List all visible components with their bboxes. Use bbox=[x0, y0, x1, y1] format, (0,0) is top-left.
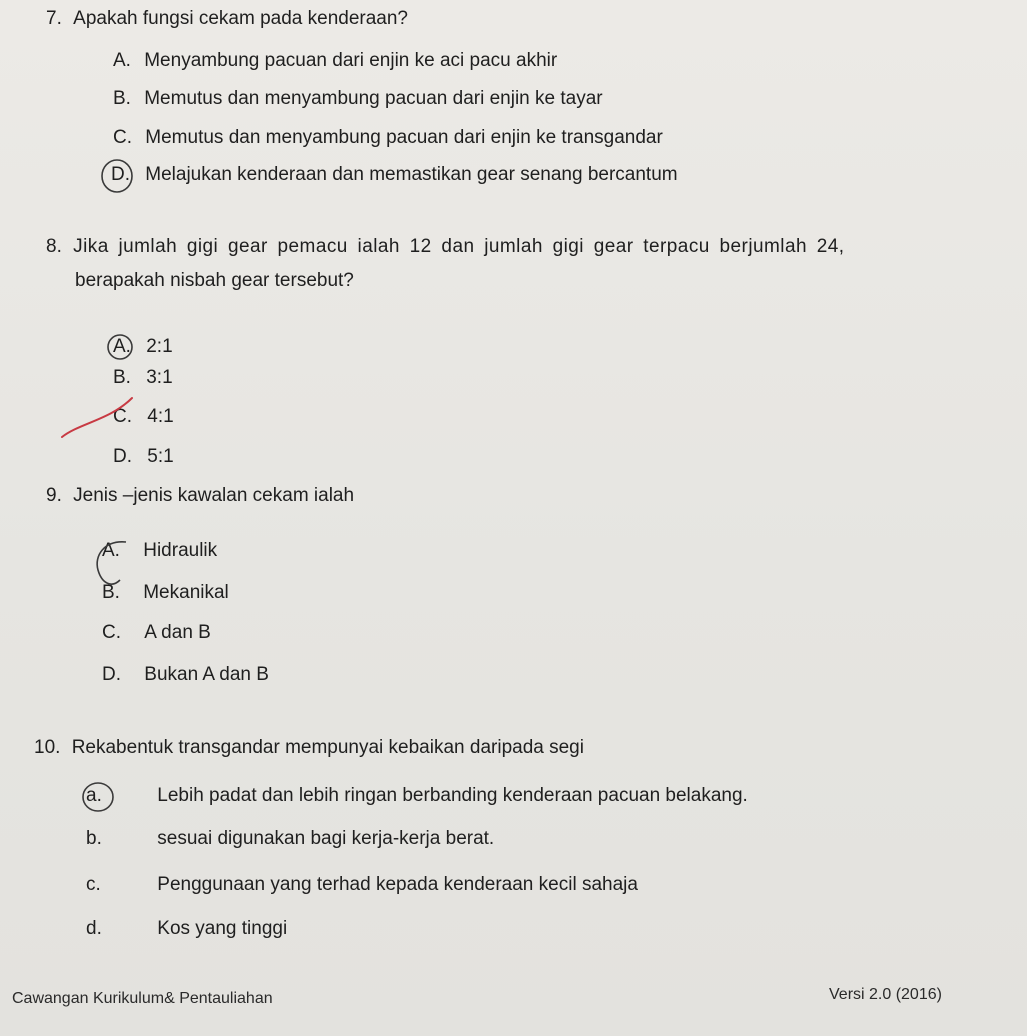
question-number: 8. bbox=[46, 236, 62, 257]
option-text: Bukan A dan B bbox=[144, 664, 269, 685]
option-text: 2:1 bbox=[146, 336, 173, 357]
q7-option-a bbox=[113, 50, 557, 72]
option-text: Menyambung pacuan dari enjin ke aci pacu akhir bbox=[144, 50, 558, 71]
option-letter: B. bbox=[102, 582, 120, 603]
q10-option-d bbox=[86, 918, 287, 940]
question-number: 7. bbox=[46, 8, 62, 29]
option-text: Lebih padat dan lebih ringan berbanding kenderaan pacuan belakang. bbox=[157, 785, 748, 806]
question-text: Rekabentuk transgandar mempunyai kebaikan daripada segi bbox=[71, 737, 584, 758]
option-letter: C. bbox=[113, 127, 132, 148]
question-text: Jenis –jenis kawalan cekam ialah bbox=[73, 485, 355, 506]
option-text: Hidraulik bbox=[143, 540, 218, 561]
option-text: Memutus dan menyambung pacuan dari enjin ke transgandar bbox=[145, 127, 663, 148]
question-number: 9. bbox=[46, 485, 62, 506]
question-8-line2 bbox=[75, 270, 354, 292]
option-text: Kos yang tinggi bbox=[157, 918, 288, 939]
option-letter: D. bbox=[113, 446, 132, 467]
footer-version: Versi 2.0 (2016) bbox=[829, 986, 942, 1003]
option-letter: B. bbox=[113, 367, 131, 388]
option-letter: d. bbox=[86, 918, 102, 939]
q10-option-a bbox=[86, 785, 748, 807]
option-text: Penggunaan yang terhad kepada kenderaan kecil sahaja bbox=[157, 874, 638, 895]
q9-option-a bbox=[102, 540, 217, 562]
q8-option-b bbox=[113, 367, 173, 389]
q8-option-c bbox=[113, 406, 174, 428]
option-text: Memutus dan menyambung pacuan dari enjin ke tayar bbox=[144, 88, 603, 109]
q10-option-c bbox=[86, 874, 638, 896]
option-letter: a. bbox=[86, 785, 102, 806]
option-text: 5:1 bbox=[147, 446, 174, 467]
q7-option-d bbox=[111, 164, 678, 186]
option-text: sesuai digunakan bagi kerja-kerja berat. bbox=[157, 828, 495, 849]
option-letter: B. bbox=[113, 88, 131, 109]
q8-option-d bbox=[113, 446, 174, 468]
option-letter: C. bbox=[113, 406, 132, 427]
option-letter: C. bbox=[102, 622, 121, 643]
option-text: 3:1 bbox=[146, 367, 173, 388]
option-letter: D. bbox=[111, 164, 130, 185]
option-letter: c. bbox=[86, 874, 101, 895]
question-10 bbox=[34, 737, 584, 759]
question-9 bbox=[46, 485, 354, 507]
question-text-line2: berapakah nisbah gear tersebut? bbox=[75, 270, 354, 291]
option-text: Melajukan kenderaan dan memastikan gear senang bercantum bbox=[145, 164, 678, 185]
option-letter: A. bbox=[102, 540, 120, 561]
q10-option-b bbox=[86, 828, 494, 850]
q8-option-a bbox=[113, 336, 173, 358]
q9-option-c bbox=[102, 622, 211, 644]
question-7 bbox=[46, 8, 408, 30]
q7-option-c bbox=[113, 127, 663, 149]
q9-option-d bbox=[102, 664, 269, 686]
option-text: 4:1 bbox=[147, 406, 174, 427]
footer-left: Cawangan Kurikulum& Pentauliahan bbox=[12, 990, 273, 1007]
question-text-line1: Jika jumlah gigi gear pemacu ialah 12 dan jumlah gigi gear terpacu berjumlah 24, bbox=[73, 236, 845, 257]
option-letter: D. bbox=[102, 664, 121, 685]
question-8 bbox=[46, 236, 922, 258]
option-letter: b. bbox=[86, 828, 102, 849]
question-number: 10. bbox=[34, 737, 61, 758]
option-letter: A. bbox=[113, 336, 131, 357]
option-letter: A. bbox=[113, 50, 131, 71]
q7-option-b bbox=[113, 88, 603, 110]
question-text: Apakah fungsi cekam pada kenderaan? bbox=[73, 8, 408, 29]
q9-option-b bbox=[102, 582, 229, 604]
option-text: A dan B bbox=[144, 622, 211, 643]
option-text: Mekanikal bbox=[143, 582, 229, 603]
